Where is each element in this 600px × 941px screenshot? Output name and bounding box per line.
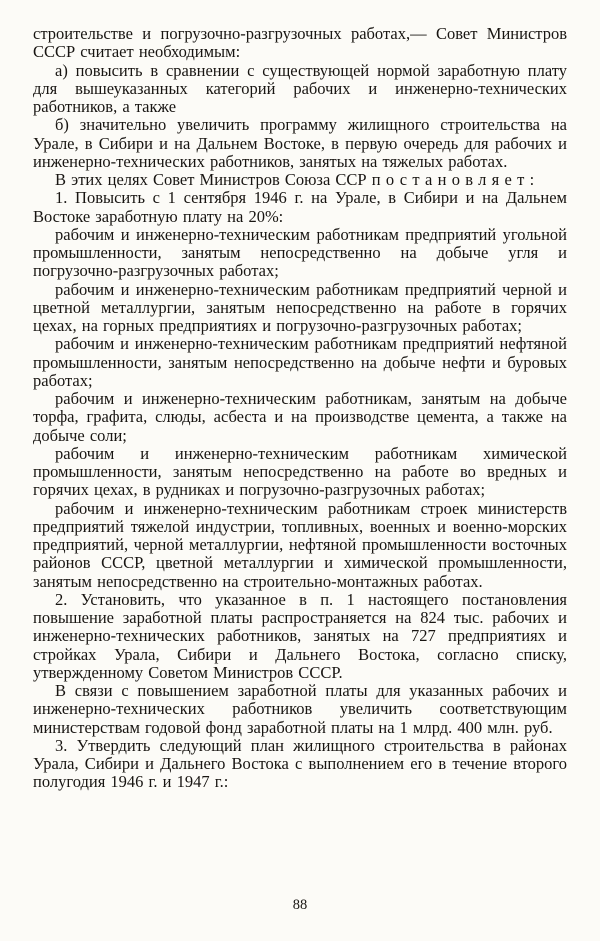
page-number: 88 <box>292 897 308 913</box>
document-paragraph <box>33 390 567 445</box>
document-paragraph <box>33 335 567 390</box>
paragraph-text: рабочим и инженерно-техническим работникам предприятий нефтяной промышленности, занятым непосредственно на добыче нефти и буровых работах; <box>33 334 567 390</box>
document-paragraph <box>33 682 567 737</box>
paragraph-text: строительстве и погрузочно-разгрузочных работах,— Совет Министров СССР считает необходимым: <box>33 24 567 62</box>
paragraph-text: рабочим и инженерно-техническим работникам, занятым на добыче торфа, графита, слюды, асбеста и на производстве цемента, а также на добыче соли; <box>33 389 567 445</box>
paragraph-text: 3. Утвердить следующий план жилищного строительства в районах Урала, Сибири и Дальнего Востока с выполнением его в течение второго полугодия 1946 г. и 1947 г.: <box>33 735 567 792</box>
paragraph-text: 2. Установить, что указанное в п. 1 настоящего постановления повышение заработной платы распространяется на 824 тыс. рабочих и инженерно-технических работников, занятых на 727 предприятиях и стройках Урала, Сибири и Дальнего Востока, согласно списку, утвержденному Советом Министров СССР. <box>33 589 567 682</box>
document-body <box>33 25 567 792</box>
paragraph-text: рабочим и инженерно-техническим работникам предприятий угольной промышленности, занятым непосредственно на добыче угля и погрузочно-разгрузочных работах; <box>33 224 567 281</box>
document-paragraph <box>33 445 567 500</box>
document-paragraph <box>33 62 567 117</box>
document-paragraph <box>33 591 567 682</box>
document-paragraph <box>33 189 567 226</box>
document-paragraph <box>33 737 567 792</box>
paragraph-text: рабочим и инженерно-техническим работникам предприятий черной и цветной металлургии, занятым непосредственно на работе в горячих цехах, на горных предприятиях и погрузочно-разгрузочных работах; <box>33 279 567 335</box>
document-paragraph <box>33 281 567 336</box>
paragraph-text: а) повысить в сравнении с существующей нормой заработную плату для вышеуказанных категорий рабочих и инженерно-технических работников, а также <box>33 60 567 116</box>
document-paragraph <box>33 25 567 62</box>
paragraph-text: 1. Повысить с 1 сентября 1946 г. на Урале, в Сибири и на Дальнем Востоке заработную плату на 20%: <box>33 188 567 226</box>
letterspaced-word: постановляет: <box>371 170 540 189</box>
paragraph-text: рабочим и инженерно-техническим работникам строек министерств предприятий тяжелой индустрии, топливных, военных и военно-морских предприятий, черной металлургии, нефтяной промышленности восточных районов СССР, цветной металлургии и химической промышленности, занятым непосредственно на строительно-монтажных работах. <box>33 498 567 591</box>
document-paragraph <box>33 500 567 591</box>
paragraph-text: В связи с повышением заработной платы для указанных рабочих и инженерно-технических работников увеличить соответствующим министерствам годовой фонд заработной платы на 1 млрд. 400 млн. руб. <box>33 681 567 737</box>
document-paragraph <box>33 116 567 171</box>
paragraph-text: рабочим и инженерно-техническим работникам химической промышленности, занятым непосредственно на работе во вредных и горячих цехах, в рудниках и погрузочно-разгрузочных работах; <box>33 443 567 500</box>
paragraph-text: б) значительно увеличить программу жилищного строительства на Урале, в Сибири и на Дальнем Востоке, в первую очередь для рабочих и инженерно-технических работников, занятых на тяжелых работах. <box>33 115 567 171</box>
document-paragraph <box>33 226 567 281</box>
paragraph-text: В этих целях Совет Министров Союза ССР <box>55 170 372 189</box>
document-paragraph <box>33 171 567 189</box>
